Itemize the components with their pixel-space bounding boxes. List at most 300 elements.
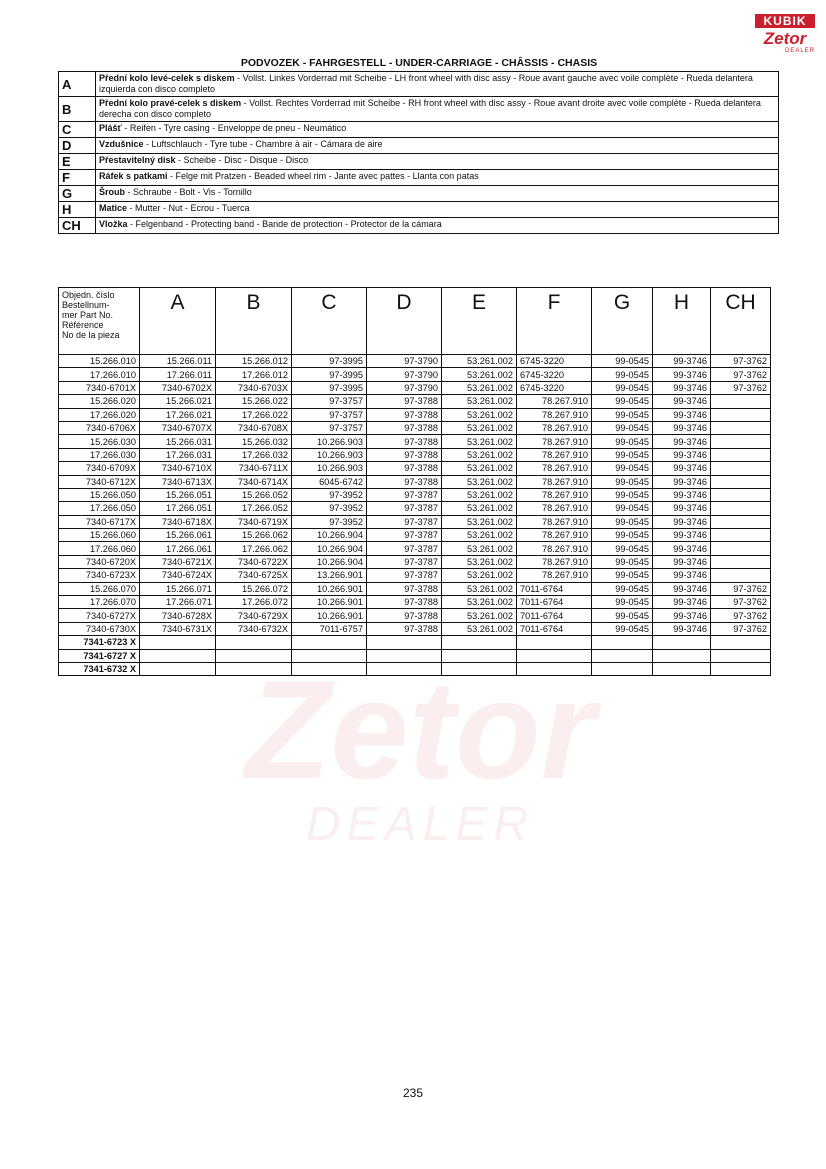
part-number-cell: 7011-6757	[292, 622, 367, 635]
part-number-cell: 99-0545	[592, 462, 653, 475]
part-number-cell: 99-3746	[653, 529, 711, 542]
part-number-cell	[711, 475, 771, 488]
part-number-cell: 7011-6764	[517, 596, 592, 609]
part-number-cell: 7340-6729X	[216, 609, 292, 622]
part-number-cell: 99-3746	[653, 368, 711, 381]
part-number-cell: 10.266.901	[292, 609, 367, 622]
part-number-cell: 6045-6742	[292, 475, 367, 488]
legend-description	[96, 72, 779, 97]
part-number-cell: 97-3787	[367, 555, 442, 568]
part-number-cell	[140, 662, 216, 675]
part-number-cell	[592, 662, 653, 675]
kubik-zetor-logo	[755, 14, 815, 54]
part-number-cell: 17.266.031	[140, 448, 216, 461]
part-number-cell: 78.267.910	[517, 529, 592, 542]
table-row	[59, 555, 771, 568]
part-number-cell: 99-3746	[653, 395, 711, 408]
column-header: B	[216, 288, 292, 355]
part-number-cell: 10.266.904	[292, 542, 367, 555]
part-number-cell	[517, 636, 592, 649]
legend-description	[96, 154, 779, 170]
column-header: E	[442, 288, 517, 355]
part-number-cell: 6745-3220	[517, 368, 592, 381]
part-number-cell: 97-3787	[367, 502, 442, 515]
part-number-cell: 7340-6713X	[140, 475, 216, 488]
part-number-cell	[711, 542, 771, 555]
legend-row	[59, 170, 779, 186]
part-number-cell: 97-3787	[367, 569, 442, 582]
part-number-cell: 17.266.052	[216, 502, 292, 515]
legend-row	[59, 186, 779, 202]
part-number-cell	[711, 435, 771, 448]
part-number-cell: 78.267.910	[517, 395, 592, 408]
part-number-cell: 99-0545	[592, 475, 653, 488]
part-number-cell: 99-0545	[592, 355, 653, 368]
part-number-cell: 99-3746	[653, 381, 711, 394]
table-row	[59, 636, 771, 649]
legend-part-name: Přední kolo levé-celek s diskem	[99, 73, 235, 83]
part-number-cell	[592, 636, 653, 649]
part-number-cell: 99-3746	[653, 488, 711, 501]
part-number-cell: 99-0545	[592, 582, 653, 595]
order-number-cell: 15.266.050	[59, 488, 140, 501]
page-number: 235	[402, 1086, 424, 1100]
part-number-cell: 7011-6764	[517, 622, 592, 635]
part-number-cell	[653, 636, 711, 649]
part-number-cell: 97-3952	[292, 515, 367, 528]
table-row	[59, 435, 771, 448]
part-number-cell: 99-3746	[653, 448, 711, 461]
legend-key: G	[59, 186, 96, 202]
part-number-cell: 17.266.012	[216, 368, 292, 381]
part-number-cell	[442, 636, 517, 649]
order-number-cell: 17.266.070	[59, 596, 140, 609]
part-number-cell: 97-3757	[292, 395, 367, 408]
table-row	[59, 408, 771, 421]
order-number-cell: 7340-6706X	[59, 421, 140, 434]
part-number-cell: 99-3746	[653, 408, 711, 421]
part-number-cell	[216, 649, 292, 662]
order-number-cell: 7341-6723 X	[59, 636, 140, 649]
header-part-number-line: Objedn. číslo	[62, 290, 115, 300]
part-number-cell: 99-0545	[592, 408, 653, 421]
logo-brand: KUBIK	[755, 14, 815, 28]
part-number-cell: 78.267.910	[517, 435, 592, 448]
part-number-cell: 97-3790	[367, 381, 442, 394]
part-number-cell: 6745-3220	[517, 355, 592, 368]
part-number-cell: 53.261.002	[442, 395, 517, 408]
part-number-cell: 99-3746	[653, 475, 711, 488]
order-number-cell: 7340-6723X	[59, 569, 140, 582]
part-number-cell: 99-3746	[653, 502, 711, 515]
column-header: G	[592, 288, 653, 355]
legend-row	[59, 122, 779, 138]
part-number-cell: 97-3995	[292, 381, 367, 394]
part-number-cell: 97-3757	[292, 421, 367, 434]
part-number-cell: 99-0545	[592, 368, 653, 381]
part-number-cell	[711, 448, 771, 461]
part-number-cell: 7340-6703X	[216, 381, 292, 394]
part-number-cell: 53.261.002	[442, 462, 517, 475]
part-number-cell: 17.266.021	[140, 408, 216, 421]
order-number-cell: 15.266.010	[59, 355, 140, 368]
part-number-cell: 53.261.002	[442, 596, 517, 609]
part-number-cell: 78.267.910	[517, 462, 592, 475]
part-number-cell	[367, 662, 442, 675]
part-number-cell: 78.267.910	[517, 515, 592, 528]
part-number-cell: 97-3952	[292, 488, 367, 501]
part-number-cell: 7340-6708X	[216, 421, 292, 434]
part-number-cell	[367, 649, 442, 662]
legend-row	[59, 202, 779, 218]
part-number-cell: 53.261.002	[442, 435, 517, 448]
part-number-cell: 97-3762	[711, 622, 771, 635]
part-number-cell: 15.266.031	[140, 435, 216, 448]
table-row	[59, 368, 771, 381]
part-number-cell: 7340-6732X	[216, 622, 292, 635]
part-number-cell: 7340-6710X	[140, 462, 216, 475]
part-number-cell: 97-3788	[367, 622, 442, 635]
part-number-cell: 97-3788	[367, 435, 442, 448]
part-number-cell: 7340-6702X	[140, 381, 216, 394]
part-number-cell	[711, 636, 771, 649]
part-number-cell: 97-3788	[367, 421, 442, 434]
part-number-cell: 53.261.002	[442, 569, 517, 582]
legend-part-name: Matice	[99, 203, 128, 213]
part-number-cell	[216, 662, 292, 675]
legend-key: E	[59, 154, 96, 170]
part-number-cell: 97-3787	[367, 515, 442, 528]
part-number-cell: 99-0545	[592, 421, 653, 434]
order-number-cell: 17.266.030	[59, 448, 140, 461]
part-number-cell	[517, 662, 592, 675]
part-number-cell: 53.261.002	[442, 448, 517, 461]
part-number-cell: 97-3788	[367, 582, 442, 595]
part-number-cell: 97-3788	[367, 462, 442, 475]
legend-row	[59, 154, 779, 170]
table-row	[59, 475, 771, 488]
part-number-cell	[292, 662, 367, 675]
part-number-cell: 6745-3220	[517, 381, 592, 394]
part-number-cell: 97-3787	[367, 488, 442, 501]
table-row	[59, 569, 771, 582]
part-number-cell: 99-3746	[653, 555, 711, 568]
legend-key: B	[59, 97, 96, 122]
part-number-cell: 99-0545	[592, 515, 653, 528]
legend-description	[96, 138, 779, 154]
part-number-cell	[442, 649, 517, 662]
table-row	[59, 582, 771, 595]
part-number-cell: 97-3762	[711, 609, 771, 622]
table-row	[59, 502, 771, 515]
legend-part-name: Vložka	[99, 219, 128, 229]
part-number-cell: 15.266.071	[140, 582, 216, 595]
order-number-cell: 7340-6727X	[59, 609, 140, 622]
part-number-cell: 97-3762	[711, 582, 771, 595]
legend-translations: - Vollst. Rechtes Vorderrad mit Scheibe - RH front wheel with disc assy - Roue avant droite avec voile complète - Rueda delantera derecha con disco completo	[99, 98, 761, 119]
part-number-cell: 15.266.062	[216, 529, 292, 542]
legend-part-name: Šroub	[99, 187, 125, 197]
part-number-cell: 15.266.011	[140, 355, 216, 368]
part-number-cell: 99-0545	[592, 529, 653, 542]
part-number-cell	[292, 636, 367, 649]
part-number-cell: 78.267.910	[517, 542, 592, 555]
legend-part-name: Přestavitelný disk	[99, 155, 176, 165]
part-number-cell: 15.266.022	[216, 395, 292, 408]
part-number-cell: 7340-6714X	[216, 475, 292, 488]
part-number-cell: 97-3787	[367, 529, 442, 542]
legend-table	[58, 71, 779, 234]
watermark-line2: DEALER	[305, 798, 535, 851]
legend-row	[59, 97, 779, 122]
part-number-cell: 53.261.002	[442, 609, 517, 622]
part-number-cell: 78.267.910	[517, 569, 592, 582]
legend-part-name: Přední kolo pravé-celek s diskem	[99, 98, 242, 108]
watermark-line1: Zetor	[245, 651, 595, 808]
part-number-cell: 17.266.062	[216, 542, 292, 555]
order-number-cell: 15.266.070	[59, 582, 140, 595]
part-number-cell: 97-3788	[367, 395, 442, 408]
part-number-cell: 7340-6718X	[140, 515, 216, 528]
order-number-cell: 7341-6727 X	[59, 649, 140, 662]
column-header: H	[653, 288, 711, 355]
part-number-cell	[140, 649, 216, 662]
part-number-cell: 17.266.072	[216, 596, 292, 609]
part-number-cell: 17.266.022	[216, 408, 292, 421]
part-number-cell: 99-3746	[653, 515, 711, 528]
legend-translations: - Reifen - Tyre casing - Enveloppe de pneu - Neumático	[121, 123, 347, 133]
part-number-cell: 13.266.901	[292, 569, 367, 582]
part-number-cell: 53.261.002	[442, 542, 517, 555]
part-number-cell: 15.266.061	[140, 529, 216, 542]
part-number-cell	[367, 636, 442, 649]
part-number-cell	[711, 421, 771, 434]
part-number-cell	[653, 649, 711, 662]
part-number-cell	[711, 502, 771, 515]
part-number-cell: 99-3746	[653, 542, 711, 555]
part-number-cell	[711, 395, 771, 408]
part-number-cell: 7340-6731X	[140, 622, 216, 635]
order-number-cell: 17.266.050	[59, 502, 140, 515]
part-number-cell: 99-0545	[592, 609, 653, 622]
legend-row	[59, 72, 779, 97]
part-number-cell: 15.266.052	[216, 488, 292, 501]
part-number-cell: 99-3746	[653, 421, 711, 434]
legend-key: CH	[59, 218, 96, 234]
part-number-cell: 97-3788	[367, 408, 442, 421]
part-number-cell: 97-3762	[711, 368, 771, 381]
part-number-cell	[711, 408, 771, 421]
part-number-cell: 17.266.011	[140, 368, 216, 381]
order-number-cell: 7341-6732 X	[59, 662, 140, 675]
part-number-cell	[711, 662, 771, 675]
part-number-cell: 7011-6764	[517, 609, 592, 622]
page-title: PODVOZEK - FAHRGESTELL - UNDER-CARRIAGE - CHÂSSIS - CHASIS	[240, 57, 598, 69]
part-number-cell	[711, 649, 771, 662]
part-number-cell: 53.261.002	[442, 622, 517, 635]
part-number-cell: 78.267.910	[517, 421, 592, 434]
part-number-cell: 15.266.012	[216, 355, 292, 368]
part-number-cell: 7011-6764	[517, 582, 592, 595]
part-number-cell: 7340-6728X	[140, 609, 216, 622]
part-number-cell: 78.267.910	[517, 408, 592, 421]
part-number-cell: 15.266.021	[140, 395, 216, 408]
part-number-cell: 99-3746	[653, 622, 711, 635]
order-number-cell: 15.266.030	[59, 435, 140, 448]
part-number-cell	[711, 462, 771, 475]
part-number-cell: 99-0545	[592, 448, 653, 461]
header-part-number-line: Bestellnum-	[62, 300, 110, 310]
legend-key: C	[59, 122, 96, 138]
part-number-cell: 10.266.903	[292, 435, 367, 448]
legend-description	[96, 97, 779, 122]
part-number-cell: 97-3762	[711, 381, 771, 394]
part-number-cell: 97-3790	[367, 355, 442, 368]
part-number-cell: 10.266.903	[292, 448, 367, 461]
legend-description	[96, 218, 779, 234]
part-number-cell: 10.266.904	[292, 555, 367, 568]
order-number-cell: 7340-6720X	[59, 555, 140, 568]
column-header: CH	[711, 288, 771, 355]
column-header: C	[292, 288, 367, 355]
part-number-cell: 99-0545	[592, 555, 653, 568]
legend-translations: - Felge mit Pratzen - Beaded wheel rim - Jante avec pattes - Llanta con patas	[167, 171, 479, 181]
part-number-cell: 7340-6722X	[216, 555, 292, 568]
part-number-cell: 53.261.002	[442, 488, 517, 501]
part-number-cell: 10.266.903	[292, 462, 367, 475]
part-number-cell: 7340-6707X	[140, 421, 216, 434]
part-number-cell: 53.261.002	[442, 515, 517, 528]
order-number-cell: 15.266.060	[59, 529, 140, 542]
part-number-cell	[711, 488, 771, 501]
header-part-number-line: No de la pieza	[62, 330, 120, 340]
column-header: A	[140, 288, 216, 355]
part-number-cell: 97-3995	[292, 355, 367, 368]
part-number-cell	[711, 529, 771, 542]
part-number-cell: 97-3790	[367, 368, 442, 381]
parts-table	[58, 287, 771, 676]
header-part-number	[59, 288, 140, 355]
table-row	[59, 355, 771, 368]
part-number-cell: 99-0545	[592, 622, 653, 635]
table-row	[59, 596, 771, 609]
part-number-cell: 10.266.901	[292, 596, 367, 609]
legend-translations: - Luftschlauch - Tyre tube - Chambre à air - Cámara de aire	[143, 139, 383, 149]
table-row	[59, 609, 771, 622]
legend-part-name: Vzdušnice	[99, 139, 144, 149]
legend-translations: - Mutter - Nut - Ecrou - Tuerca	[127, 203, 250, 213]
order-number-cell: 7340-6717X	[59, 515, 140, 528]
part-number-cell: 15.266.072	[216, 582, 292, 595]
part-number-cell: 99-0545	[592, 569, 653, 582]
part-number-cell: 97-3788	[367, 448, 442, 461]
legend-translations: - Schraube - Bolt - Vis - Tornillo	[125, 187, 252, 197]
part-number-cell: 53.261.002	[442, 529, 517, 542]
part-number-cell: 97-3787	[367, 542, 442, 555]
order-number-cell: 17.266.020	[59, 408, 140, 421]
part-number-cell	[711, 569, 771, 582]
part-number-cell: 99-3746	[653, 462, 711, 475]
part-number-cell	[711, 515, 771, 528]
part-number-cell: 53.261.002	[442, 408, 517, 421]
part-number-cell: 99-3746	[653, 569, 711, 582]
table-row	[59, 395, 771, 408]
part-number-cell: 78.267.910	[517, 502, 592, 515]
legend-key: H	[59, 202, 96, 218]
order-number-cell: 17.266.060	[59, 542, 140, 555]
part-number-cell: 17.266.051	[140, 502, 216, 515]
part-number-cell: 78.267.910	[517, 488, 592, 501]
order-number-cell: 7340-6709X	[59, 462, 140, 475]
table-row	[59, 448, 771, 461]
part-number-cell: 97-3952	[292, 502, 367, 515]
legend-translations: - Felgenband - Protecting band - Bande de protection - Protector de la cámara	[127, 219, 442, 229]
part-number-cell: 17.266.032	[216, 448, 292, 461]
watermark	[140, 651, 700, 851]
part-number-cell: 97-3788	[367, 596, 442, 609]
table-row	[59, 542, 771, 555]
legend-translations: - Vollst. Linkes Vorderrad mit Scheibe - LH front wheel with disc assy - Roue avant gauche avec voile complète - Rueda delantera izquierda con disco completo	[99, 73, 753, 94]
part-number-cell: 99-0545	[592, 488, 653, 501]
part-number-cell	[592, 649, 653, 662]
part-number-cell	[216, 636, 292, 649]
part-number-cell: 17.266.071	[140, 596, 216, 609]
part-number-cell: 99-0545	[592, 435, 653, 448]
part-number-cell: 78.267.910	[517, 555, 592, 568]
legend-part-name: Plášť	[99, 123, 122, 133]
legend-description	[96, 122, 779, 138]
part-number-cell: 97-3995	[292, 368, 367, 381]
part-number-cell: 10.266.904	[292, 529, 367, 542]
legend-part-name: Ráfek s patkami	[99, 171, 168, 181]
legend-key: D	[59, 138, 96, 154]
part-number-cell: 10.266.901	[292, 582, 367, 595]
part-number-cell: 53.261.002	[442, 355, 517, 368]
part-number-cell: 97-3762	[711, 596, 771, 609]
part-number-cell: 99-3746	[653, 355, 711, 368]
legend-description	[96, 202, 779, 218]
column-header: D	[367, 288, 442, 355]
part-number-cell: 53.261.002	[442, 502, 517, 515]
legend-translations: - Scheibe - Disc - Disque - Disco	[175, 155, 309, 165]
part-number-cell: 15.266.051	[140, 488, 216, 501]
part-number-cell: 7340-6725X	[216, 569, 292, 582]
part-number-cell: 7340-6724X	[140, 569, 216, 582]
part-number-cell	[442, 662, 517, 675]
logo-zetor: Zetor	[763, 29, 807, 48]
part-number-cell	[292, 649, 367, 662]
part-number-cell: 99-0545	[592, 502, 653, 515]
part-number-cell: 53.261.002	[442, 421, 517, 434]
table-row	[59, 488, 771, 501]
table-row	[59, 462, 771, 475]
part-number-cell	[517, 649, 592, 662]
part-number-cell: 97-3788	[367, 609, 442, 622]
part-number-cell: 78.267.910	[517, 448, 592, 461]
table-row	[59, 622, 771, 635]
order-number-cell: 7340-6712X	[59, 475, 140, 488]
table-row	[59, 529, 771, 542]
part-number-cell: 15.266.032	[216, 435, 292, 448]
column-header: F	[517, 288, 592, 355]
part-number-cell: 7340-6721X	[140, 555, 216, 568]
part-number-cell: 7340-6719X	[216, 515, 292, 528]
header-part-number-line: Référence	[62, 320, 104, 330]
table-row	[59, 515, 771, 528]
part-number-cell: 53.261.002	[442, 381, 517, 394]
part-number-cell: 99-0545	[592, 596, 653, 609]
part-number-cell: 53.261.002	[442, 475, 517, 488]
